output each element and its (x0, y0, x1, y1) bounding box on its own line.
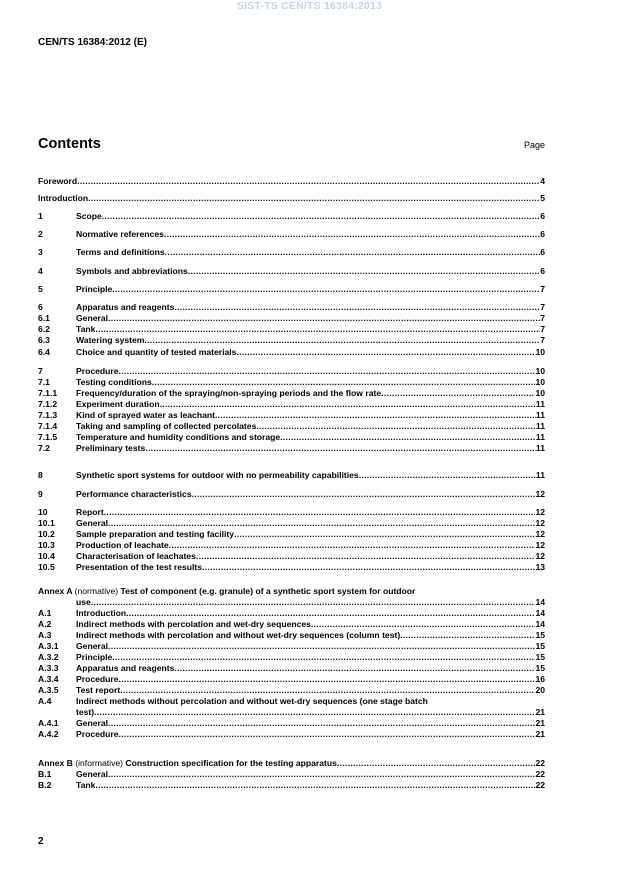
annex-type: (normative) (74, 586, 119, 596)
toc-entry[interactable] (38, 335, 545, 346)
toc-entry-title: use (76, 597, 91, 607)
toc-entry[interactable] (38, 619, 545, 630)
toc-entry-page: 21 (535, 718, 545, 728)
toc-entry-page: 11 (535, 443, 545, 453)
toc-entry[interactable] (38, 608, 545, 619)
toc-entry-number: A.3.1 (38, 641, 59, 651)
toc-entry-page: 7 (540, 313, 545, 323)
toc-entry[interactable] (38, 674, 545, 685)
toc-annex-entry[interactable] (38, 758, 545, 769)
toc-entry-number: 4 (38, 266, 43, 276)
toc-entry-page: 22 (535, 769, 545, 779)
toc-entry-number: 7.1.1 (38, 388, 58, 398)
toc-entry-page: 22 (535, 780, 545, 790)
toc-entry[interactable] (38, 769, 545, 780)
dot-leader (152, 377, 536, 388)
toc-entry-number: A.4 (38, 696, 52, 706)
dot-leader (174, 302, 540, 313)
toc-entry-title: Principle (76, 652, 113, 662)
toc-entry[interactable] (38, 284, 545, 295)
toc-entry[interactable] (38, 410, 545, 421)
toc-entry-page: 10 (535, 388, 545, 398)
toc-entry[interactable] (38, 489, 545, 500)
dot-leader (108, 718, 535, 729)
toc-entry-number: 10 (38, 507, 48, 517)
toc-entry-number: A.3.4 (38, 674, 59, 684)
toc-entry-title: Characterisation of leachates (76, 551, 196, 561)
dot-leader (400, 630, 535, 641)
toc-entry[interactable] (38, 443, 545, 454)
toc-entry-title: Presentation of the test results (76, 562, 203, 572)
toc-entry-number: 10.5 (38, 562, 55, 572)
toc-entry-title: Construction specification for the testing apparatus (125, 758, 337, 768)
toc-entry-title: General (76, 718, 109, 728)
dot-leader (120, 685, 535, 696)
toc-entry-page: 14 (535, 608, 545, 618)
toc-entry-number: 6.3 (38, 335, 50, 345)
dot-leader (119, 729, 536, 740)
toc-entry-title: Experiment duration (76, 399, 160, 409)
toc-entry-page: 5 (540, 193, 545, 203)
toc-entry-title: Preliminary tests (76, 443, 146, 453)
toc-entry-page: 13 (535, 562, 545, 572)
dot-leader (95, 780, 535, 791)
toc-entry-page: 14 (535, 619, 545, 629)
toc-entry-number: A.1 (38, 608, 52, 618)
toc-entry-number: 7.1.4 (38, 421, 58, 431)
dot-leader (112, 284, 540, 295)
toc-entry-title: Tank (76, 324, 96, 334)
toc-entry[interactable] (38, 470, 545, 481)
dot-leader (192, 489, 536, 500)
toc-entry[interactable] (38, 707, 545, 718)
toc-entry[interactable] (38, 718, 545, 729)
dot-leader (236, 347, 535, 358)
toc-entry[interactable] (38, 247, 545, 258)
toc-entry-page: 11 (535, 399, 545, 409)
toc-entry-number: 5 (38, 284, 43, 294)
dot-leader (126, 608, 535, 619)
toc-entry[interactable] (38, 641, 545, 652)
dot-leader (112, 652, 535, 663)
dot-leader (144, 335, 540, 346)
toc-entry-title: Choice and quantity of tested materials (76, 347, 237, 357)
toc-entry-number: 6.2 (38, 324, 50, 334)
dot-leader (102, 211, 540, 222)
dot-leader (311, 619, 535, 630)
toc-entry-page: 15 (535, 641, 545, 651)
toc-entry-number: A.3 (38, 630, 52, 640)
toc-entry-title: Indirect methods with percolation and without wet-dry sequences (column test) (76, 630, 401, 640)
toc-entry-title: Watering system (76, 335, 145, 345)
toc-entry-title: General (76, 313, 109, 323)
toc-entry-title: Tank (76, 780, 96, 790)
toc-entry-number: B.1 (38, 769, 52, 779)
toc-entry-page: 11 (535, 410, 545, 420)
toc-entry[interactable] (38, 729, 545, 740)
dot-leader (202, 562, 535, 573)
toc-entry-title: Synthetic sport systems for outdoor with no permeability capabilities (76, 470, 359, 480)
toc-entry[interactable] (38, 663, 545, 674)
dot-leader (145, 443, 536, 454)
toc-entry-title: Introduction (76, 608, 127, 618)
annex-type: (informative) (75, 758, 124, 768)
toc-entry-number: A.3.5 (38, 685, 59, 695)
toc-entry-title: Testing conditions (76, 377, 152, 387)
toc-entry-page: 12 (535, 529, 545, 539)
toc-entry-page: 7 (540, 302, 545, 312)
toc-entry[interactable] (38, 229, 545, 240)
toc-entry-title: Test of component (e.g. granule) of a synthetic sport system for outdoor (120, 586, 416, 596)
toc-entry-page: 6 (540, 211, 545, 221)
toc-entry-title: Introduction (38, 193, 89, 203)
toc-entry-page: 21 (535, 707, 545, 717)
toc-entry[interactable] (38, 652, 545, 663)
toc-entry-number: 7 (38, 366, 43, 376)
toc-entry-title: General (76, 769, 109, 779)
toc-entry-page: 6 (540, 229, 545, 239)
dot-leader (108, 313, 540, 324)
dot-leader (196, 551, 536, 562)
dot-leader (337, 758, 536, 769)
dot-leader (119, 366, 536, 377)
toc-entry-number: 10.4 (38, 551, 55, 561)
toc-entry[interactable] (38, 347, 545, 358)
page-column-label: Page (523, 140, 545, 150)
toc-entry[interactable] (38, 551, 545, 562)
toc-entry[interactable] (38, 780, 545, 791)
toc-entry-page: 14 (535, 597, 545, 607)
toc-entry[interactable] (38, 388, 545, 399)
toc-entry-title: Scope (76, 211, 102, 221)
toc-entry[interactable] (38, 518, 545, 529)
toc-entry-title: Temperature and humidity conditions and storage (76, 432, 281, 442)
toc-entry-title: Procedure (76, 366, 119, 376)
dot-leader (215, 410, 536, 421)
toc-entry[interactable] (38, 377, 545, 388)
dot-leader (160, 399, 536, 410)
dot-leader (234, 529, 535, 540)
toc-entry-number: 7.1.3 (38, 410, 58, 420)
toc-entry[interactable] (38, 399, 545, 410)
toc-entry[interactable] (38, 540, 545, 551)
page-number: 2 (38, 836, 44, 847)
toc-entry-number: A.4.2 (38, 729, 59, 739)
dot-leader (280, 432, 536, 443)
toc-entry-page: 10 (535, 377, 545, 387)
toc-entry-number: 1 (38, 211, 43, 221)
toc-entry-number: 7.1 (38, 377, 50, 387)
dot-leader (174, 663, 535, 674)
toc-entry-page: 11 (535, 432, 545, 442)
watermark-text: SIST-TS CEN/TS 16384:2013 (236, 0, 383, 12)
toc-entry-number: 10.1 (38, 518, 55, 528)
toc-entry-page: 4 (540, 176, 545, 186)
dot-leader (91, 597, 536, 608)
toc-entry-title: Indirect methods without percolation and without wet-dry sequences (one stage batch (76, 696, 428, 706)
toc-entry-page: 16 (535, 674, 545, 684)
toc-entry-title: Procedure (76, 674, 119, 684)
toc-annex-entry[interactable] (38, 586, 545, 597)
dot-leader (95, 324, 540, 335)
toc-entry[interactable] (38, 313, 545, 324)
toc-entry-page: 20 (535, 685, 545, 695)
dot-leader (164, 229, 540, 240)
toc-entry-title: Production of leachate (76, 540, 169, 550)
dot-leader (108, 769, 535, 780)
toc-entry-number: 6.4 (38, 347, 50, 357)
toc-entry[interactable] (38, 562, 545, 573)
dot-leader (104, 507, 536, 518)
toc-entry[interactable] (38, 597, 545, 608)
toc-entry[interactable] (38, 366, 545, 377)
toc-entry-page: 11 (535, 470, 545, 480)
toc-entry[interactable] (38, 211, 545, 222)
toc-entry-page: 21 (535, 729, 545, 739)
toc-entry[interactable] (38, 685, 545, 696)
toc-entry-page: 10 (535, 366, 545, 376)
toc-entry-page: 10 (535, 347, 545, 357)
toc-entry-title: Frequency/duration of the spraying/non-spraying periods and the flow rate (76, 388, 382, 398)
dot-leader (88, 193, 540, 204)
toc-entry-number: 10.3 (38, 540, 55, 550)
toc-entry-title: Terms and definitions (76, 247, 165, 257)
toc-entry[interactable] (38, 324, 545, 335)
dot-leader (108, 641, 535, 652)
toc-entry[interactable] (38, 266, 545, 277)
toc-entry-number: 8 (38, 470, 43, 480)
toc-entry-page: 15 (535, 652, 545, 662)
toc-entry-page: 12 (535, 489, 545, 499)
toc-entry-number: 7.1.2 (38, 399, 58, 409)
toc-entry[interactable] (38, 507, 545, 518)
toc-entry-title: test) (76, 707, 95, 717)
toc-entry-page: 11 (535, 421, 545, 431)
toc-entry-page: 12 (535, 518, 545, 528)
toc-entry-number: 7.2 (38, 443, 50, 453)
toc-entry-number: 6.1 (38, 313, 50, 323)
toc-entry-number: 10.2 (38, 529, 55, 539)
toc-entry-number: A.2 (38, 619, 52, 629)
toc-entry-title: Sample preparation and testing facility (76, 529, 235, 539)
dot-leader (77, 176, 540, 187)
toc-entry-title: Procedure (76, 729, 119, 739)
toc-entry-number: B.2 (38, 780, 52, 790)
dot-leader (359, 470, 536, 481)
toc-entry-title: Principle (76, 284, 113, 294)
toc-entry-title: Symbols and abbreviations (76, 266, 188, 276)
toc-entry-number: A.4.1 (38, 718, 59, 728)
annex-label: Annex B (38, 758, 73, 768)
toc-entry-number: A.3.2 (38, 652, 59, 662)
toc-entry-number: 2 (38, 229, 43, 239)
annex-label: Annex A (38, 586, 73, 596)
toc-entry-page: 7 (540, 284, 545, 294)
toc-entry[interactable] (38, 421, 545, 432)
toc-entry-page: 12 (535, 551, 545, 561)
toc-entry-title: Taking and sampling of collected percolates (76, 421, 257, 431)
dot-leader (169, 540, 536, 551)
toc-entry-page: 12 (535, 540, 545, 550)
toc-entry-title: Performance characteristics (76, 489, 192, 499)
toc-entry-title: Foreword (38, 176, 78, 186)
toc-entry-page: 12 (535, 507, 545, 517)
dot-leader (119, 674, 536, 685)
toc-entry-title: General (76, 518, 109, 528)
toc-entry[interactable] (38, 302, 545, 313)
document-id: CEN/TS 16384:2012 (E) (38, 37, 147, 48)
toc-entry-title: Normative references (76, 229, 164, 239)
toc-entry-title: General (76, 641, 109, 651)
toc-entry[interactable] (38, 176, 545, 187)
toc-entry-title: Indirect methods with percolation and wet-dry sequences (76, 619, 311, 629)
toc-entry[interactable] (38, 432, 545, 443)
dot-leader (165, 247, 541, 258)
toc-entry-number: 6 (38, 302, 43, 312)
toc-entry[interactable] (38, 696, 545, 707)
toc-entry-title: Kind of sprayed water as leachant (76, 410, 215, 420)
toc-entry-page: 6 (540, 247, 545, 257)
toc-entry-number: 3 (38, 247, 43, 257)
toc-entry-page: 6 (540, 266, 545, 276)
toc-entry-page: 15 (535, 630, 545, 640)
toc-entry[interactable] (38, 193, 545, 204)
dot-leader (256, 421, 536, 432)
toc-entry-number: 7.1.5 (38, 432, 58, 442)
toc-entry-number: 9 (38, 489, 43, 499)
toc-entry[interactable] (38, 529, 545, 540)
toc-entry-page: 15 (535, 663, 545, 673)
toc-entry[interactable] (38, 630, 545, 641)
toc-entry-title: Report (76, 507, 104, 517)
dot-leader (108, 518, 535, 529)
toc-entry-title: Test report (76, 685, 121, 695)
toc-entry-title: Apparatus and reagents (76, 663, 175, 673)
toc-entry-page: 7 (540, 335, 545, 345)
dot-leader (94, 707, 535, 718)
toc-entry-title: Apparatus and reagents (76, 302, 175, 312)
toc-entry-page: 7 (540, 324, 545, 334)
toc-entry-page: 22 (535, 758, 545, 768)
page-title: Contents (38, 136, 101, 152)
dot-leader (188, 266, 540, 277)
dot-leader (381, 388, 535, 399)
toc-entry-number: A.3.3 (38, 663, 59, 673)
